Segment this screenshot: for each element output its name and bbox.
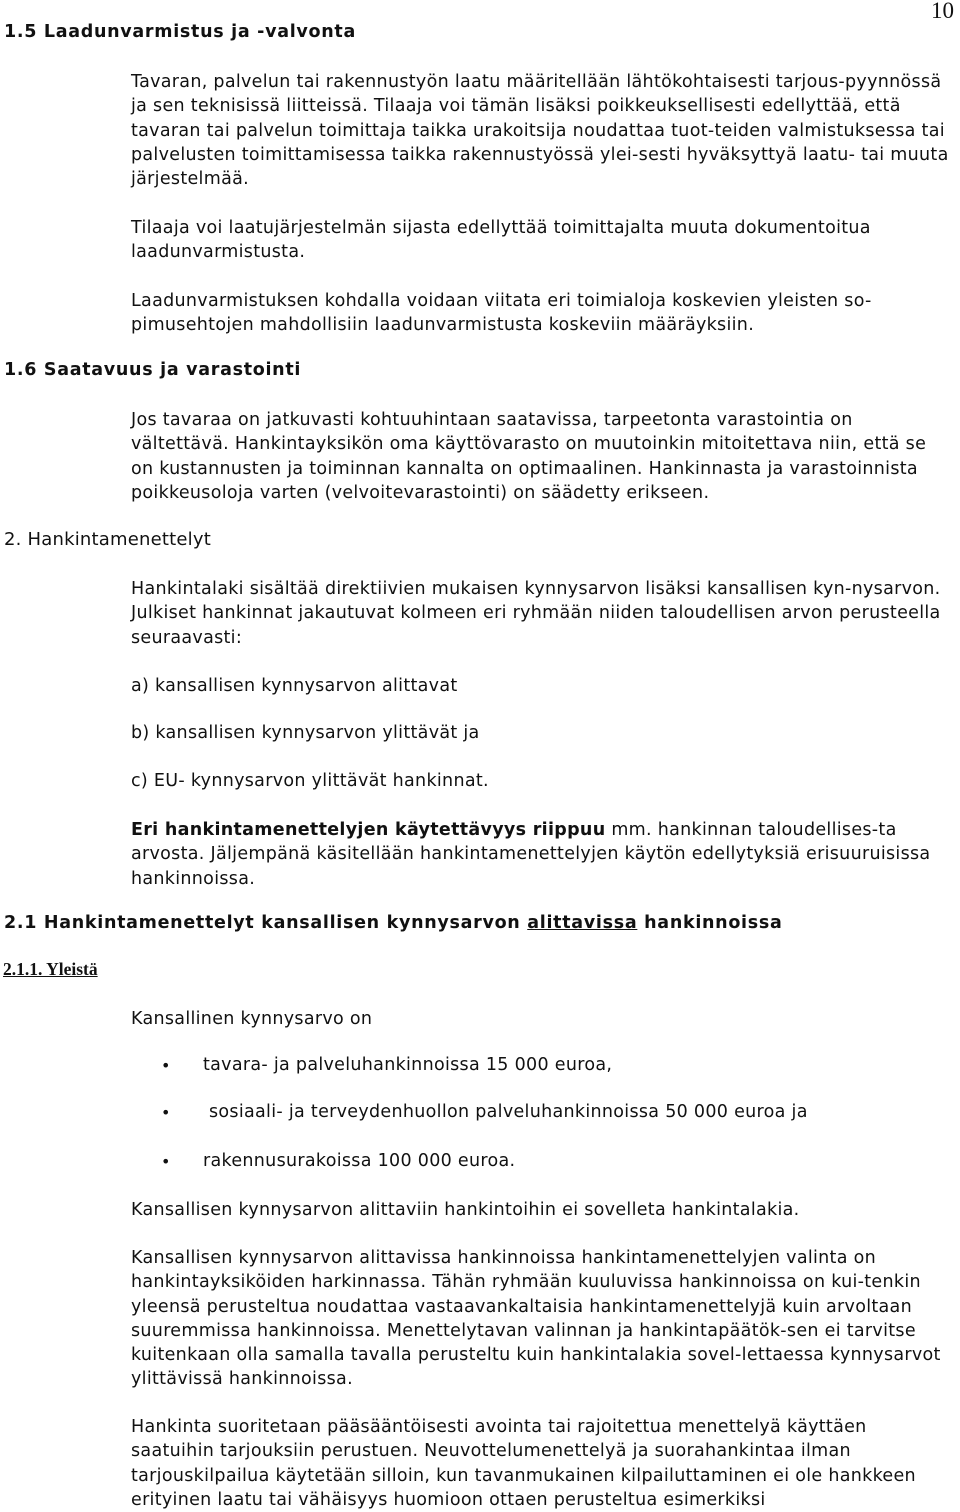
- heading-2-1: [4, 913, 783, 933]
- paragraph-discretion: Kansallisen kynnysarvon alittavissa hankinnoissa hankintamenettelyjen valinta on hankintayksiköiden harkinnassa. Tähän ryhmään kuuluvissa hankinnoissa on kui-tenkin yleensä perusteltua noudattaa vastaavankaltaisia hankintamenettelyjä kuin arvoltaan suuremmissa hankinnoissa. Menettelytavan valinnan ja hankintapäätök-sen ei tarvitse kuitenkaan olla samalla tavalla perusteltu kuin hankintalakia sovel-lettaessa kynnysarvot ylittävissä hankinnoissa.: [131, 1248, 941, 1390]
- list-item-b: b) kansallisen kynnysarvon ylittävät ja: [131, 723, 480, 743]
- heading-2-1-underlined: alittavissa: [527, 913, 638, 933]
- bold-lead: Eri hankintamenettelyjen käytettävyys riippuu: [131, 820, 606, 840]
- paragraph-not-applied: Kansallisen kynnysarvon alittaviin hankintoihin ei sovelleta hankintalakia.: [131, 1200, 800, 1220]
- heading-1-6: 1.6 Saatavuus ja varastointi: [4, 360, 302, 380]
- bullet-item: rakennusurakoissa 100 000 euroa.: [203, 1151, 516, 1171]
- heading-1-5: 1.5 Laadunvarmistus ja -valvonta: [4, 22, 356, 42]
- paragraph-procedure: Hankinta suoritetaan pääsääntöisesti avointa tai rajoitettua menettelyä käyttäen saatuihin tarjouksiin perustuen. Neuvottelumenettelyä ja suorahankintaa ilman tarjouskilpailua käytetään silloin, kun tavanmukainen kilpailuttaminen ei ole hankkeen erityinen laatu tai vähäisyys huomioon ottaen perusteltua esimerkiksi: [131, 1417, 916, 1510]
- paragraph-quality-3: Laadunvarmistuksen kohdalla voidaan viitata eri toimialoja koskevien yleisten so-pimusehtojen mahdollisiin laadunvarmistusta koskeviin määräyksiin.: [131, 291, 872, 336]
- paragraph-usability-rest: mm. hankinnan taloudellises-ta arvosta. Jäljempänä käsitellään hankintamenettelyjen käytön edellytyksiä erisuuruisissa hankinnoissa.: [131, 820, 931, 889]
- paragraph-storage: Jos tavaraa on jatkuvasti kohtuuhintaan saatavissa, tarpeetonta varastointia on vältettävä. Hankintayksikön oma käyttövarasto on muutoinkin mitoitettava niin, että se on kustannusten ja toiminnan kannalta on optimaalinen. Hankinnasta ja varastoinnista poikkeusoloja varten (velvoitevarastointi) on säädetty erikseen.: [131, 410, 927, 503]
- bullet-icon: •: [161, 1152, 171, 1171]
- bullet-item: sosiaali- ja terveydenhuollon palveluhankinnoissa 50 000 euroa ja: [209, 1102, 808, 1122]
- paragraph-threshold-intro: Kansallinen kynnysarvo on: [131, 1009, 373, 1029]
- heading-2-1-post: hankinnoissa: [637, 913, 783, 933]
- heading-2: 2. Hankintamenettelyt: [4, 529, 211, 550]
- list-item-a: a) kansallisen kynnysarvon alittavat: [131, 676, 458, 696]
- paragraph-quality-2: Tilaaja voi laatujärjestelmän sijasta edellyttää toimittajalta muuta dokumentoitua laadunvarmistusta.: [131, 218, 871, 263]
- paragraph-usability: [131, 818, 953, 891]
- paragraph-thresholds: Hankintalaki sisältää direktiivien mukaisen kynnysarvon lisäksi kansallisen kyn-nysarvon. Julkiset hankinnat jakautuvat kolmeen eri ryhmään niiden taloudellisen arvon perusteella seuraavasti:: [131, 579, 941, 648]
- page-number: 10: [931, 0, 954, 23]
- list-item-c: c) EU- kynnysarvon ylittävät hankinnat.: [131, 771, 489, 791]
- paragraph-quality-1: Tavaran, palvelun tai rakennustyön laatu määritellään lähtökohtaisesti tarjous-pyynnössä ja sen teknisissä liitteissä. Tilaaja voi tämän lisäksi poikkeuksellisesti edellyttää, että tavaran tai palvelun toimittaja taikka urakoitsija noudattaa tuot-teiden valmistuksessa tai palvelusten toimittamisessa taikka rakennustyössä ylei-sesti hyväksyttyä laatu- tai muuta järjestelmää.: [131, 72, 949, 190]
- heading-2-1-pre: 2.1 Hankintamenettelyt kansallisen kynnysarvon: [4, 913, 528, 933]
- heading-2-1-1: 2.1.1. Yleistä: [3, 959, 98, 979]
- bullet-item: tavara- ja palveluhankinnoissa 15 000 euroa,: [203, 1055, 613, 1075]
- bullet-icon: •: [161, 1056, 171, 1075]
- bullet-icon: •: [161, 1103, 171, 1122]
